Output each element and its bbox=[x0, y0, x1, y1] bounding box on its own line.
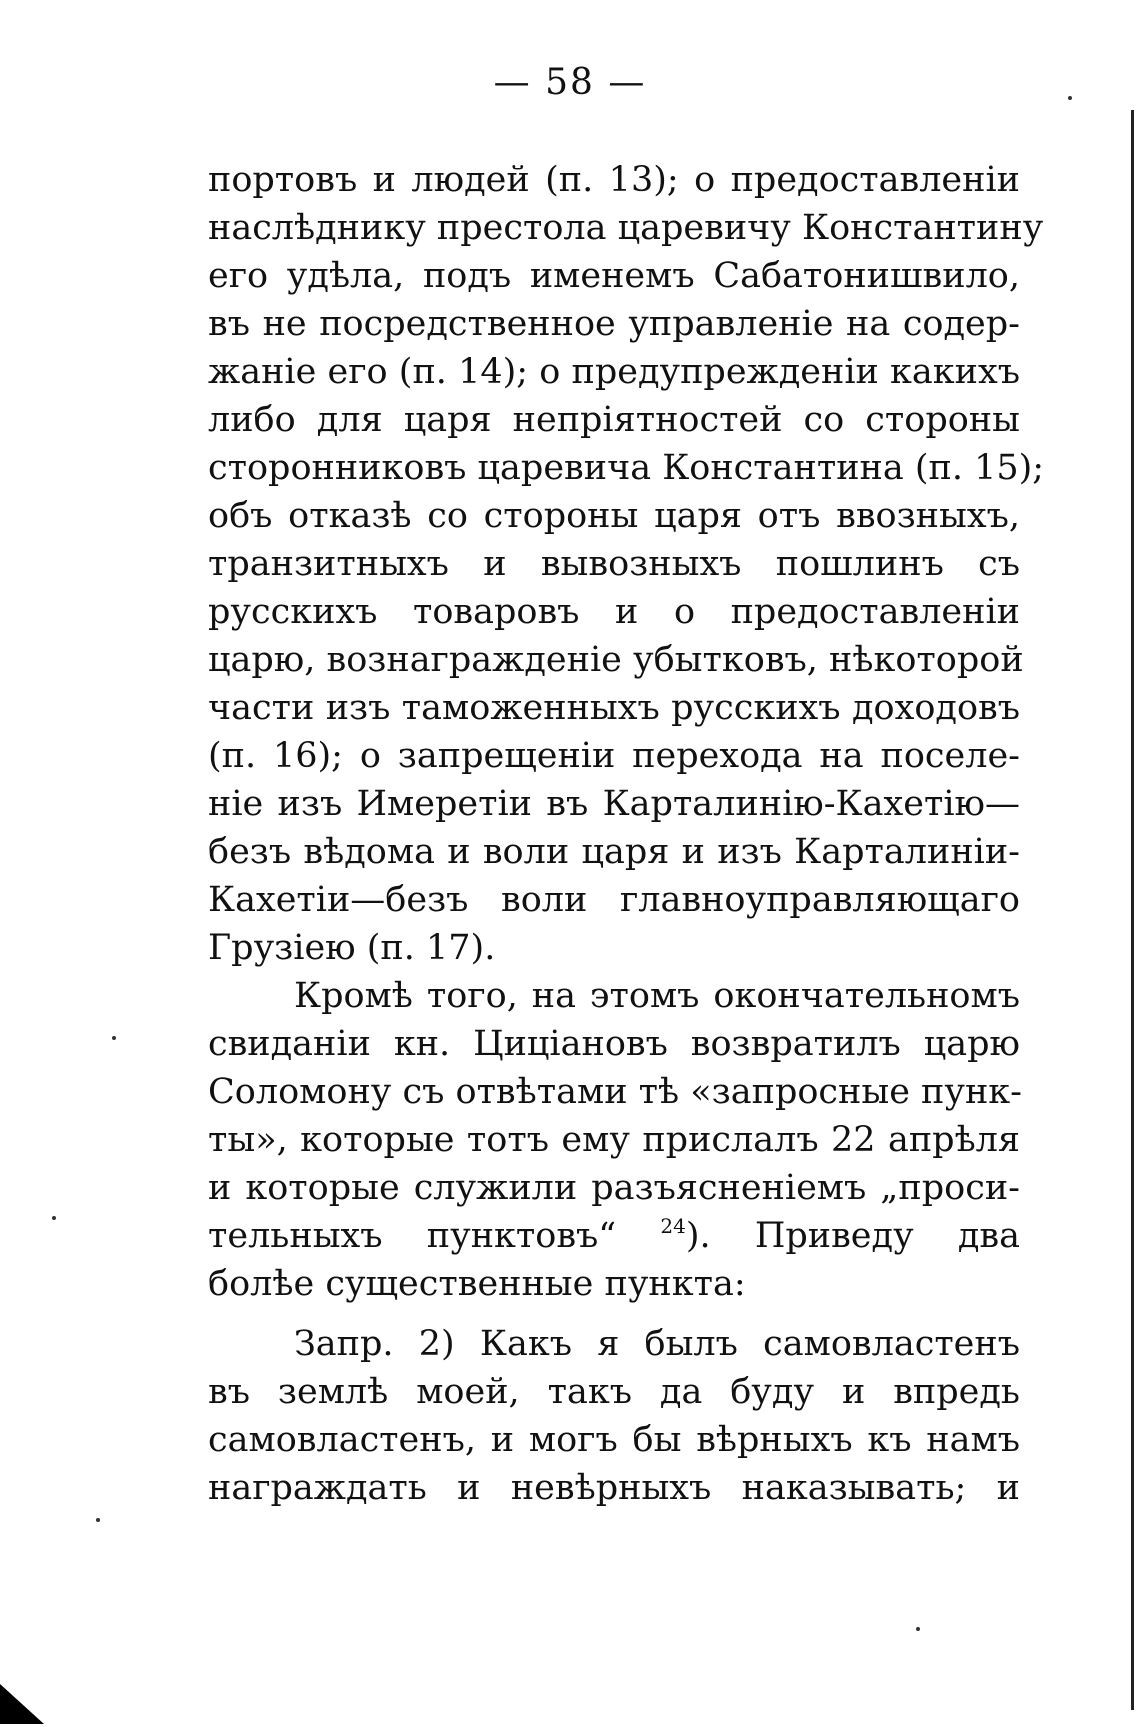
text-line: царю, вознагражденіе убытковъ, нѣкоторой bbox=[208, 640, 1024, 680]
text-line: объ отказѣ со стороны царя отъ ввозныхъ, bbox=[208, 496, 1020, 536]
text-line: транзитныхъ и вывозныхъ пошлинъ съ bbox=[208, 544, 1020, 584]
scan-speck bbox=[52, 1216, 56, 1220]
text-line: ніе изъ Имеретіи въ Карталинію-Кахетію— bbox=[208, 784, 1020, 824]
text-line: русскихъ товаровъ и о предоставленіи bbox=[208, 592, 1020, 632]
text-line: въ землѣ моей, такъ да буду и впредь bbox=[208, 1372, 1020, 1412]
text-line: награждать и невѣрныхъ наказывать; и bbox=[208, 1468, 1020, 1508]
page-edge-rule bbox=[1131, 110, 1134, 1710]
text-line: Кахетіи—безъ воли главноуправляющаго bbox=[208, 880, 1020, 920]
text-line: свиданіи кн. Циціановъ возвратилъ царю bbox=[208, 1024, 1020, 1064]
text-line: портовъ и людей (п. 13); о предоставленіи bbox=[208, 160, 1020, 200]
text-line: части изъ таможенныхъ русскихъ доходовъ bbox=[208, 688, 1020, 728]
text-line: Кромѣ того, на этомъ окончательномъ bbox=[294, 976, 1020, 1016]
text-line: въ не посредственное управленіе на содер- bbox=[208, 304, 1020, 344]
text-line: ты», которые тотъ ему прислалъ 22 апрѣля bbox=[208, 1120, 1020, 1160]
text-line: сторонниковъ царевича Константина (п. 15); bbox=[208, 448, 1045, 488]
text-line: безъ вѣдома и воли царя и изъ Карталиніи- bbox=[208, 832, 1020, 872]
paragraph-1 bbox=[208, 156, 1045, 972]
scan-speck bbox=[1068, 96, 1072, 100]
scan-speck bbox=[96, 1518, 100, 1522]
text-line: Запр. 2) Какъ я былъ самовластенъ bbox=[294, 1324, 1020, 1364]
text-line: и которые служили разъясненіемъ „проси- bbox=[208, 1168, 1020, 1208]
text-line bbox=[208, 1212, 1020, 1260]
scan-speck bbox=[112, 1036, 116, 1040]
text-fragment: тельныхъ пунктовъ“ bbox=[208, 1216, 661, 1256]
text-line: (п. 16); о запрещеніи перехода на поселе- bbox=[208, 736, 1020, 776]
body-text bbox=[208, 156, 1045, 1512]
text-line: его удѣла, подъ именемъ Сабатонишвило, bbox=[208, 256, 1020, 296]
text-line: самовластенъ, и могъ бы вѣрныхъ къ намъ bbox=[208, 1420, 1020, 1460]
scan-speck bbox=[916, 1627, 920, 1631]
paragraph-2 bbox=[208, 972, 1020, 1308]
text-line: наслѣднику престола царевичу Константину bbox=[208, 208, 1044, 248]
text-line: жаніе его (п. 14); о предупрежденіи какихъ bbox=[208, 352, 1020, 392]
text-fragment: ). Приведу два bbox=[685, 1216, 1020, 1256]
page-number: — 58 — bbox=[493, 62, 647, 103]
text-line: Соломону съ отвѣтами тѣ «запросные пунк- bbox=[208, 1072, 1022, 1112]
footnote-reference: 24 bbox=[660, 1214, 686, 1238]
text-line: либо для царя непріятностей со стороны bbox=[208, 400, 1020, 440]
text-line: Грузіею (п. 17). bbox=[208, 928, 496, 968]
text-line: болѣе существенные пункта: bbox=[208, 1264, 746, 1304]
paragraph-3 bbox=[208, 1320, 1020, 1512]
scan-corner-mark bbox=[0, 1684, 44, 1724]
